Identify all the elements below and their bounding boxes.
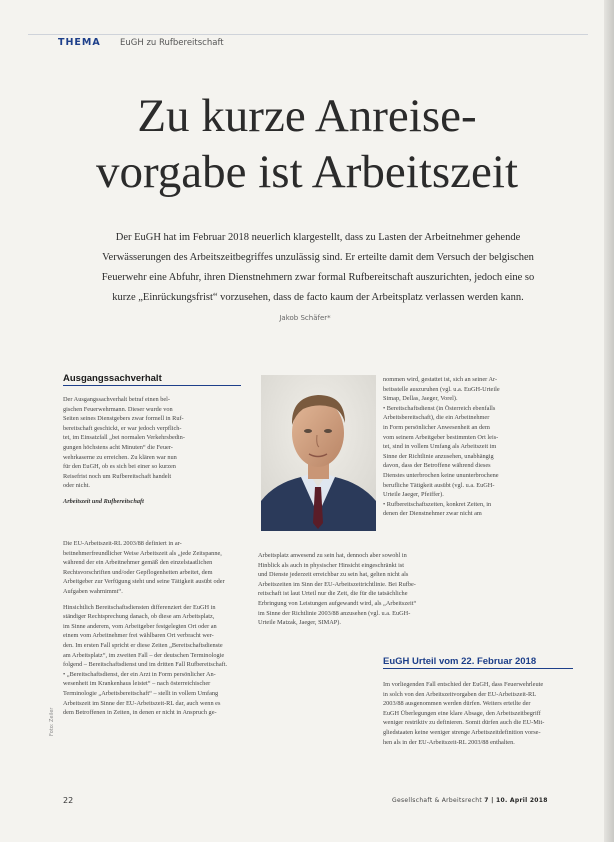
right-column-para-1 (383, 375, 583, 519)
text-line: gungen höchstens acht Minuten“ die Feuer- (63, 443, 173, 451)
page-number: 22 (63, 796, 74, 805)
text-line: Aufgaben wahrnimmt“. (63, 587, 123, 595)
text-line: Im vorliegenden Fall entschied der EuGH, dass Feuerwehrleute (383, 681, 544, 688)
text-line: • Rufbereitschaftszeiten, konkret Zeiten, in (383, 500, 492, 508)
text-line: beitsstelle auszuruhen (vgl. u.a. EuGH-Urteile (383, 385, 500, 393)
text-line: Dienstes unterbrochen keine ununterbrochene (383, 471, 499, 479)
text-line: Arbeitszeiten im Sinn der EU-Arbeitszeitrichtlinie. Bei Rufbe- (258, 580, 416, 588)
text-line: nommen wird, gestattet ist, sich an seiner Ar- (383, 376, 498, 383)
article-title-line-2: vorgabe ist Arbeitszeit (95, 146, 519, 198)
text-line: bereitschaft geschickt, er war jedoch verpflich- (63, 424, 182, 432)
text-line: wehrkaserne zu erreichen. Zu klären war nun (63, 453, 177, 461)
text-line: tet, sind in vollem Umfang als Arbeitszeit im (383, 443, 497, 451)
magazine-name: Gesellschaft & Arbeitsrecht (392, 797, 483, 804)
text-line: Urteile Matzak, Jaeger, SIMAP). (258, 619, 341, 627)
text-line: Erbringung von Leistungen aufgewandt wird, als „Arbeitszeit“ (258, 599, 417, 607)
text-line: gliedstaaten keine weniger strenge Arbeitszeitdefinition vorse- (383, 728, 541, 736)
text-line: Arbeitsplatz anwesend zu sein hat, dennoch aber sowohl in (258, 552, 407, 559)
article-lead (82, 228, 554, 308)
text-line: Rechtsvorschriften und/oder Gepflogenheiten arbeitet, dem (63, 568, 213, 576)
text-line: Arbeitsbereitschaft), die ein Arbeitnehmer (383, 414, 490, 422)
text-line: tet, im Einsatzfall „bei normalen Verkehrsbedin- (63, 434, 185, 442)
text-line: einem vom Arbeitnehmer frei wählbaren Ort verbracht wer- (63, 632, 214, 640)
page-edge-shadow (604, 0, 614, 842)
lead-line: Verwässerungen des Arbeitszeitbegriffes unzulässig sind. Er erteilte damit dem Versuch der belgischen (102, 252, 534, 263)
footer-publication (392, 797, 548, 804)
text-line: Arbeitgeber zur Verfügung steht und seine Tätigkeit ausübt oder (63, 578, 225, 586)
author-portrait-photo (261, 375, 376, 531)
article-title-line-1: Zu kurze Anreise- (137, 90, 477, 142)
text-line: vom seinem Arbeitgeber bestimmten Ort leis- (383, 433, 499, 441)
issue-info: 7 | 10. April 2018 (484, 797, 548, 804)
text-line: oder nicht. (63, 482, 90, 490)
text-line: ständiger Rechtsprechung danach, ob diese am Arbeitsplatz, (63, 613, 215, 621)
lead-line: Feuerwehr eine Abfuhr, ihren Dienstnehmern zwar formal Rufbereitschaft auszurichten, jedoch eine so (101, 272, 535, 283)
text-line: Die EU-Arbeitszeit-RL 2003/88 definiert in ar- (63, 540, 182, 547)
text-line: im Sinne anderem, vom Arbeitgeber festgelegten Ort oder an (63, 622, 217, 630)
text-line: in solch von den Arbeitszeitvorgaben der EU-Arbeitszeit-RL (383, 690, 537, 698)
text-line: Hinblick als auch in physischer Hinsicht eingeschränkt ist (258, 561, 405, 569)
heading-eugh-urteil: EuGH Urteil vom 22. Februar 2018 (383, 656, 573, 669)
text-line: gischen Feuerwehrmann. Dieser wurde von (63, 405, 173, 413)
portrait-illustration (261, 375, 376, 531)
text-line: den. Im ersten Fall spricht er diese Zeiten „Bereitschaftsdienste (63, 641, 223, 649)
lead-line: Der EuGH hat im Februar 2018 neuerlich klargestellt, dass zu Lasten der Arbeitnehmer gehende (115, 232, 521, 243)
text-line: Simap, Dellas, Jaeger, Vorel). (383, 395, 458, 403)
text-line: weniger restriktiv zu definieren. Somit dürfen auch die EU-Mit- (383, 719, 545, 727)
text-line: • „Bereitschaftsdienst, der ein Arzt in Form persönlicher An- (63, 670, 216, 678)
header-rule (28, 34, 588, 35)
text-line: folgend – Bereitschaftsdienst und im dritten Fall Rufbereitschaft. (63, 661, 228, 669)
text-line: berufliche Tätigkeit ausübt (vgl. u.a. EuGH- (383, 481, 495, 489)
text-line: • Bereitschaftsdienst (in Österreich ebenfalls (383, 404, 496, 412)
text-line: Reisefrist noch um Rufbereitschaft handelt (63, 472, 172, 480)
section-subtitle: EuGH zu Rufbereitschaft (120, 38, 224, 48)
text-line: Der Ausgangssachverhalt betraf einen bel- (63, 396, 171, 403)
text-line: reitschaft ist laut Urteil nur die Zeit, die für die tatsächliche (258, 590, 408, 598)
text-line: Sinne der Richtlinie anzusehen, unabhängig (383, 452, 494, 460)
text-line: hen als in der EU-Arbeitszeit-RL 2003/88 enthalten. (383, 738, 515, 746)
lead-line: kurze „Einrückungsfrist“ vorzusehen, dass de facto kaum der Arbeitsplatz verlassen werden kann. (112, 292, 524, 303)
right-column-para-1-wide (258, 551, 578, 628)
text-line: denen der Dienstnehmer zwar nicht am (383, 510, 482, 518)
text-line: Seiten seines Dienstgebers zwar formell in Ruf- (63, 415, 184, 423)
text-line: in Form persönlicher Anwesenheit an dem (383, 423, 490, 431)
subheading-arbeitszeit: Arbeitszeit und Rufbereitschaft (63, 497, 144, 505)
text-line: wesenheit im Krankenhaus leistet“ – nach österreichischer (63, 680, 211, 688)
section-kicker: THEMA (58, 37, 101, 48)
text-line: am Arbeitsplatz“, im zweiten Fall – der deutschen Terminologie (63, 651, 225, 659)
text-line: EuGH Überlegungen eine klare Absage, den Arbeitszeitbegriff (383, 709, 541, 717)
left-column-para-1 (63, 395, 253, 507)
photo-credit: Foto: Zeiler (49, 707, 55, 736)
text-line: im Sinne der Richtlinie 2003/88 anzusehen (vgl. u.a. EuGH- (258, 609, 411, 617)
text-line: 2003/88 ausgenommen werden dürfen. Weiters erteilte der (383, 700, 531, 708)
text-line: während der ein Arbeitnehmer gemäß den einzelstaatlichen (63, 559, 213, 567)
author-byline: Jakob Schäfer* (279, 314, 331, 322)
right-column-para-2 (383, 680, 583, 747)
text-line: Arbeitszeit im Sinne der EU-Arbeitszeit-RL dar, auch wenn es (63, 699, 221, 707)
heading-ausgangssachverhalt: Ausgangssachverhalt (63, 373, 241, 386)
text-line: beitnehmerfreundlicher Weise Arbeitszeit als „jede Zeitspanne, (63, 549, 222, 557)
text-line: davon, dass der Betroffene während dieses (383, 462, 491, 470)
text-line: Urteile Jaeger, Pfeiffer). (383, 491, 444, 499)
text-line: und Dienste jederzeit erreichbar zu sein hat, gelten nicht als (258, 571, 409, 579)
text-line: für den EuGH, ob es sich bei einer so kurzen (63, 463, 176, 471)
text-line: dem Betroffenen in Zeiten, in denen er nicht in Anspruch ge- (63, 709, 217, 717)
text-line: Hinsichtlich Bereitschaftsdiensten differenziert der EuGH in (63, 603, 216, 611)
text-line: Terminologie „Arbeitsbereitschaft“ – stellt in vollem Umfang (63, 689, 219, 697)
